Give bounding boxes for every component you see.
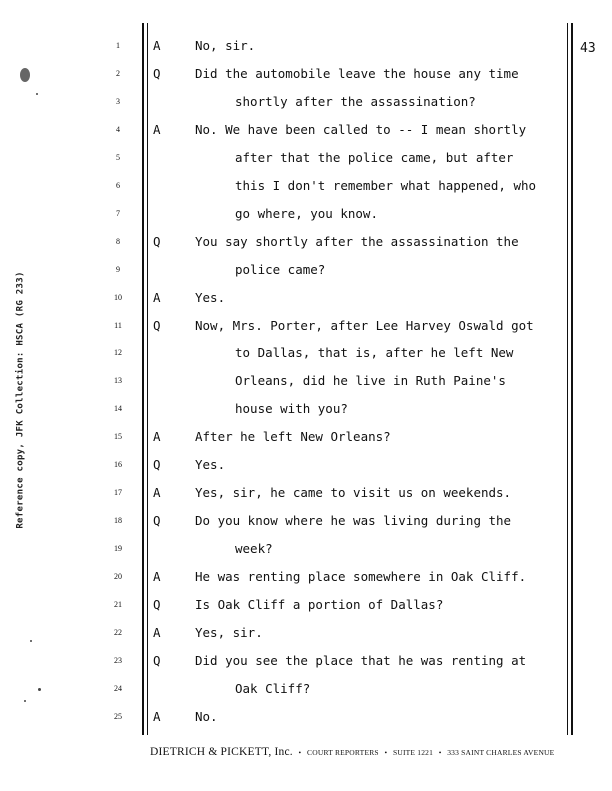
transcript-line	[0, 539, 612, 559]
transcript-line	[0, 176, 612, 196]
scan-mark	[24, 700, 26, 702]
line-number: 18	[114, 516, 122, 526]
scan-mark	[20, 68, 30, 82]
line-number: 14	[114, 404, 122, 414]
footer-reporters: COURT REPORTERS	[307, 748, 379, 757]
line-text: shortly after the assassination?	[235, 93, 476, 109]
transcript-line	[0, 120, 612, 140]
speaker-label: Q	[153, 317, 161, 333]
transcript-line	[0, 316, 612, 336]
line-text: Yes.	[195, 289, 226, 305]
line-number: 8	[116, 236, 120, 246]
line-text: after that the police came, but after	[235, 149, 514, 165]
transcript-line	[0, 483, 612, 503]
footer-separator: •	[298, 748, 302, 757]
speaker-label: A	[153, 121, 161, 137]
footer-suite: SUITE 1221	[392, 748, 434, 757]
line-text: Did you see the place that he was renting at	[195, 652, 527, 668]
line-number: 10	[114, 292, 122, 302]
speaker-label: A	[153, 485, 161, 501]
line-number: 16	[114, 460, 122, 470]
transcript-line	[0, 343, 612, 363]
line-text: No.	[195, 708, 218, 724]
line-text: go where, you know.	[235, 205, 378, 221]
line-number: 22	[114, 627, 122, 637]
scan-mark	[30, 640, 32, 642]
speaker-label: A	[153, 569, 161, 585]
line-number: 7	[116, 208, 120, 218]
line-number: 12	[114, 348, 122, 358]
line-text: Is Oak Cliff a portion of Dallas?	[195, 597, 444, 612]
speaker-label: Q	[153, 457, 161, 473]
line-text: No. We have been called to -- I mean shortly	[195, 121, 527, 137]
line-text: No, sir.	[195, 38, 256, 53]
line-number: 20	[114, 572, 122, 582]
transcript-line	[0, 36, 612, 56]
transcript-line	[0, 64, 612, 84]
footer	[150, 746, 560, 758]
line-number: 11	[114, 320, 122, 330]
speaker-label: A	[153, 708, 161, 724]
line-number: 6	[116, 180, 120, 190]
transcript-line	[0, 204, 612, 224]
speaker-label: A	[153, 289, 161, 305]
page-number: 43	[580, 41, 596, 56]
line-number: 1	[116, 41, 120, 50]
transcript-line	[0, 427, 612, 447]
footer-firm: DIETRICH & PICKETT, Inc.	[150, 746, 293, 758]
line-number: 25	[114, 711, 122, 721]
transcript-line	[0, 232, 612, 252]
line-text: Orleans, did he live in Ruth Paine's	[235, 373, 506, 389]
transcript-line	[0, 707, 612, 727]
line-text: Now, Mrs. Porter, after Lee Harvey Oswald got	[195, 317, 534, 333]
scan-mark	[38, 688, 41, 691]
speaker-label: A	[153, 38, 161, 53]
transcript-line	[0, 455, 612, 475]
line-number: 21	[114, 600, 122, 609]
scan-mark	[36, 93, 38, 95]
footer-separator: •	[384, 748, 388, 757]
transcript-line	[0, 148, 612, 168]
side-label-text: Reference copy, JFK Collection: HSCA (RG 233)	[16, 271, 26, 529]
transcript-line	[0, 399, 612, 419]
line-number: 3	[116, 96, 120, 106]
speaker-label: A	[153, 429, 161, 445]
line-text: Did the automobile leave the house any time	[195, 65, 519, 81]
line-number: 19	[114, 544, 122, 554]
line-text: this I don't remember what happened, who	[235, 177, 537, 193]
transcript-line	[0, 260, 612, 280]
line-number: 24	[114, 683, 122, 693]
line-text: police came?	[235, 261, 326, 277]
speaker-label: Q	[153, 652, 161, 668]
line-text: house with you?	[235, 401, 348, 417]
speaker-label: Q	[153, 233, 161, 249]
line-number: 17	[114, 488, 122, 498]
line-text: Oak Cliff?	[235, 680, 311, 696]
line-text: He was renting place somewhere in Oak Cliff.	[195, 569, 527, 585]
transcript-line	[0, 288, 612, 308]
footer-address: 333 SAINT CHARLES AVENUE	[447, 748, 555, 757]
line-number: 9	[116, 264, 120, 274]
footer-separator: •	[438, 748, 442, 757]
line-text: Yes.	[195, 457, 226, 473]
line-number: 23	[114, 655, 122, 665]
line-text: Yes, sir.	[195, 624, 263, 640]
line-number: 4	[116, 124, 120, 134]
line-number: 5	[116, 152, 120, 162]
line-text: Do you know where he was living during the	[195, 513, 512, 529]
transcript-line	[0, 371, 612, 391]
transcript-line	[0, 623, 612, 643]
line-text: After he left New Orleans?	[195, 429, 391, 445]
speaker-label: A	[153, 624, 161, 640]
speaker-label: Q	[153, 513, 161, 529]
speaker-label: Q	[153, 597, 161, 612]
line-text: Yes, sir, he came to visit us on weekends.	[195, 485, 512, 501]
transcript-line	[0, 595, 612, 615]
line-number: 15	[114, 432, 122, 442]
line-number: 13	[114, 376, 122, 386]
transcript-line	[0, 511, 612, 531]
line-number: 2	[116, 68, 120, 78]
transcript-line	[0, 92, 612, 112]
speaker-label: Q	[153, 65, 161, 81]
line-text: to Dallas, that is, after he left New	[235, 345, 514, 361]
transcript-line	[0, 567, 612, 587]
line-text: week?	[235, 541, 273, 557]
line-text: You say shortly after the assassination the	[195, 233, 519, 249]
transcript-line	[0, 679, 612, 699]
transcript-line	[0, 651, 612, 671]
